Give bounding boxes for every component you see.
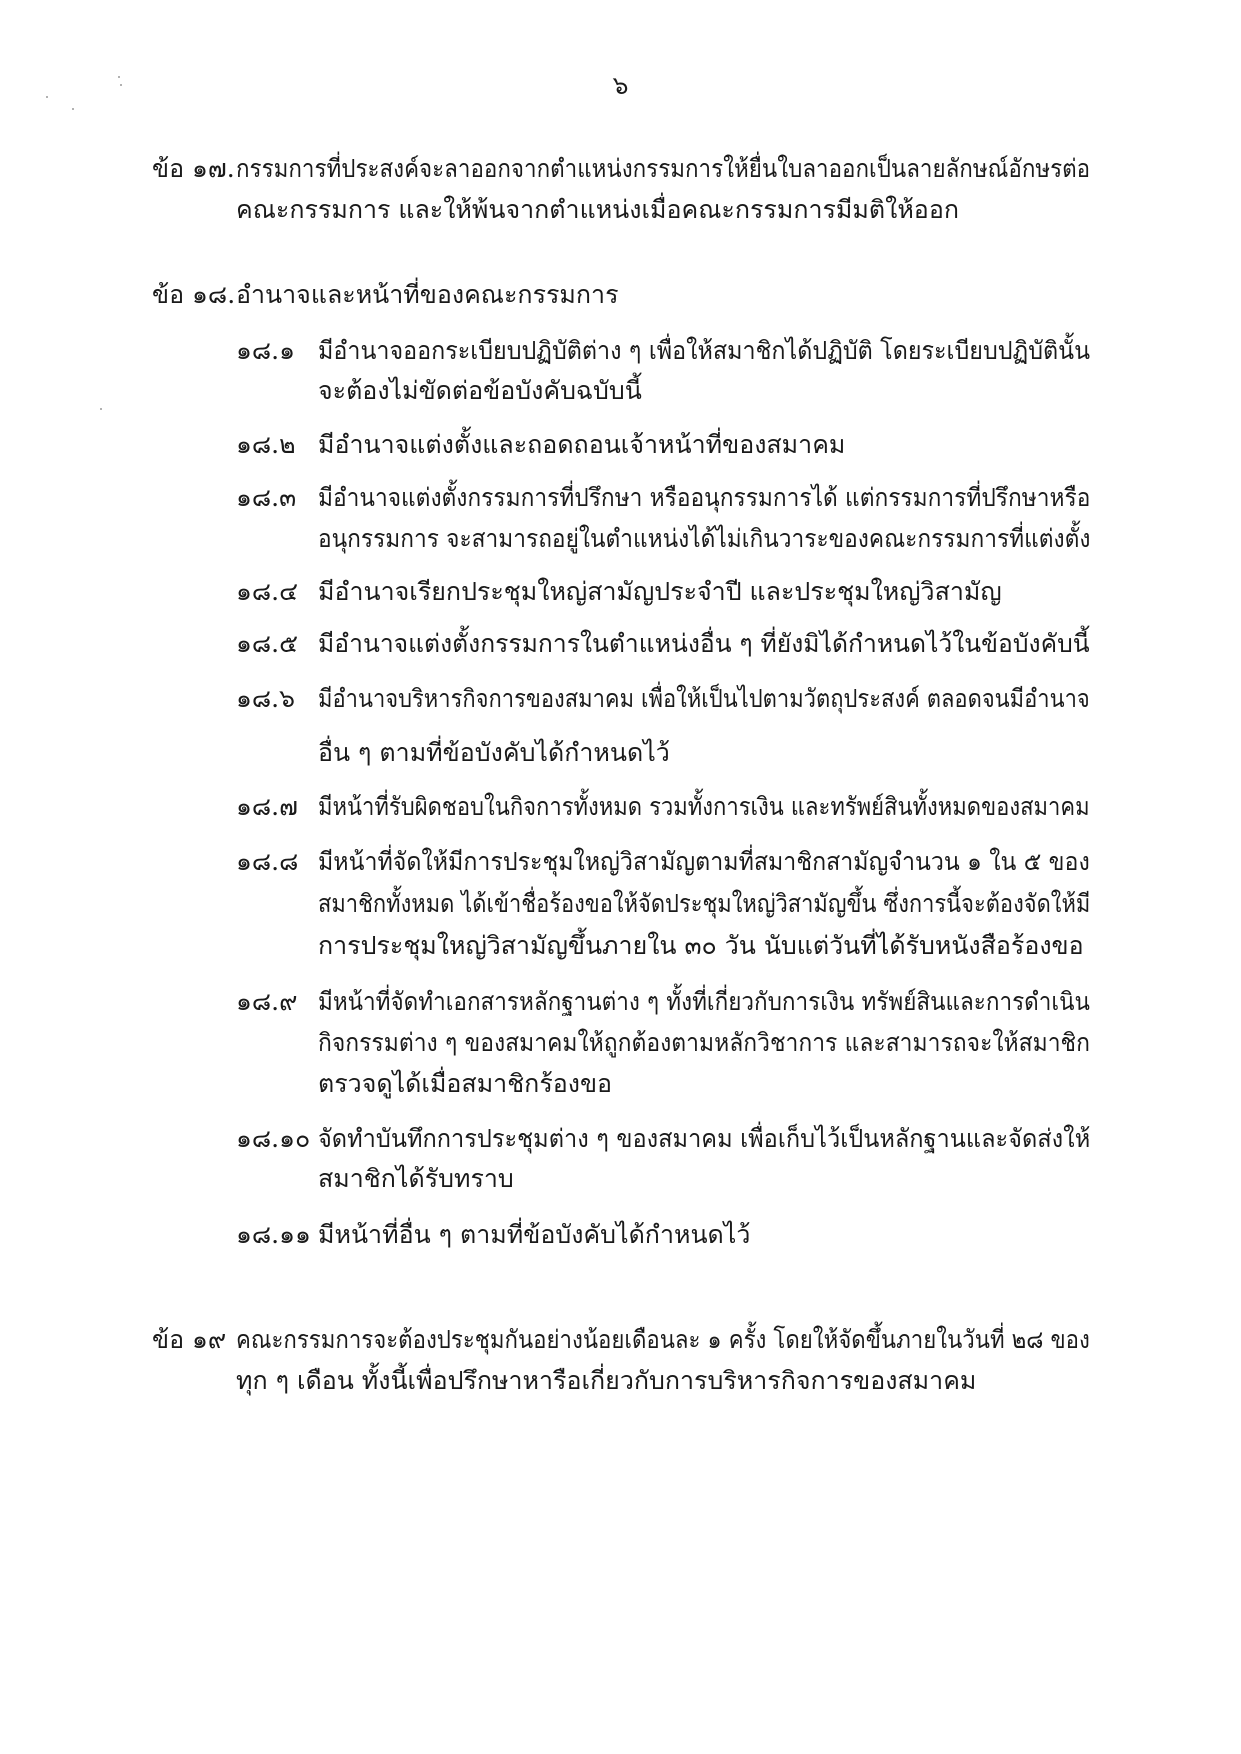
subsection-text: กิจกรรมต่าง ๆ ของสมาคมให้ถูกต้องตามหลักวิชาการ และสามารถจะให้สมาชิก: [318, 1028, 1090, 1057]
subsection-text: สมาชิกทั้งหมด ได้เข้าชื่อร้องขอให้จัดประชุมใหญ่วิสามัญขึ้น ซึ่งการนี้จะต้องจัดให้มี: [318, 889, 1091, 918]
section-19-line: คณะกรรมการจะต้องประชุมกันอย่างน้อยเดือนละ ๑ ครั้ง โดยให้จัดขึ้นภายในวันที่ ๒๘ ของ: [236, 1325, 1090, 1354]
subsection-number: ๑๘.๖: [236, 684, 295, 713]
subsection-number: ๑๘.๑๐: [236, 1124, 311, 1153]
subsection-text: มีอำนาจเรียกประชุมใหญ่สามัญประจำปี และประชุมใหญ่วิสามัญ: [318, 577, 1002, 606]
subsection-text: มีหน้าที่รับผิดชอบในกิจการทั้งหมด รวมทั้งการเงิน และทรัพย์สินทั้งหมดของสมาคม: [318, 792, 1090, 821]
page-number: ๖: [612, 71, 629, 100]
subsection-text: การประชุมใหญ่วิสามัญขึ้นภายใน ๓๐ วัน นับแต่วันที่ได้รับหนังสือร้องขอ: [318, 931, 1084, 960]
subsection-number: ๑๘.๑: [236, 336, 295, 365]
subsection-number: ๑๘.๗: [236, 792, 298, 821]
scan-speck: [118, 76, 120, 78]
scan-speck: [120, 84, 122, 86]
section-19-label: ข้อ ๑๙: [152, 1325, 227, 1354]
subsection-number: ๑๘.๘: [236, 847, 299, 876]
subsection-text: มีอำนาจออกระเบียบปฏิบัติต่าง ๆ เพื่อให้สมาชิกได้ปฏิบัติ โดยระเบียบปฏิบัตินั้น: [318, 336, 1091, 365]
subsection-text: ตรวจดูได้เมื่อสมาชิกร้องขอ: [318, 1069, 613, 1098]
subsection-text: มีหน้าที่อื่น ๆ ตามที่ข้อบังคับได้กำหนดไว้: [318, 1220, 751, 1249]
subsection-text: อื่น ๆ ตามที่ข้อบังคับได้กำหนดไว้: [318, 738, 670, 767]
subsection-number: ๑๘.๑๑: [236, 1220, 311, 1249]
subsection-number: ๑๘.๕: [236, 629, 299, 658]
scan-speck: [72, 108, 74, 110]
subsection-text: มีอำนาจแต่งตั้งและถอดถอนเจ้าหน้าที่ของสมาคม: [318, 430, 846, 459]
section-17-line: คณะกรรมการ และให้พ้นจากตำแหน่งเมื่อคณะกรรมการมีมติให้ออก: [236, 195, 959, 224]
subsection-text: มีหน้าที่จัดทำเอกสารหลักฐานต่าง ๆ ทั้งที่เกี่ยวกับการเงิน ทรัพย์สินและการดำเนิน: [318, 987, 1090, 1016]
subsection-text: จะต้องไม่ขัดต่อข้อบังคับฉบับนี้: [318, 376, 642, 405]
subsection-number: ๑๘.๒: [236, 430, 296, 459]
section-19-line: ทุก ๆ เดือน ทั้งนี้เพื่อปรึกษาหารือเกี่ยวกับการบริหารกิจการของสมาคม: [236, 1366, 977, 1395]
section-17-label: ข้อ ๑๗.: [152, 154, 235, 183]
subsection-number: ๑๘.๓: [236, 483, 297, 512]
subsection-text: อนุกรรมการ จะสามารถอยู่ในตำแหน่งได้ไม่เกินวาระของคณะกรรมการที่แต่งตั้ง: [318, 524, 1091, 553]
subsection-number: ๑๘.๙: [236, 987, 298, 1016]
subsection-text: จัดทำบันทึกการประชุมต่าง ๆ ของสมาคม เพื่อเก็บไว้เป็นหลักฐานและจัดส่งให้: [318, 1124, 1091, 1153]
section-18-heading: อำนาจและหน้าที่ของคณะกรรมการ: [236, 280, 619, 309]
subsection-number: ๑๘.๔: [236, 577, 299, 606]
subsection-text: มีอำนาจแต่งตั้งกรรมการในตำแหน่งอื่น ๆ ที่ยังมิได้กำหนดไว้ในข้อบังคับนี้: [318, 629, 1090, 658]
section-18-label: ข้อ ๑๘.: [152, 280, 236, 309]
subsection-text: มีหน้าที่จัดให้มีการประชุมใหญ่วิสามัญตามที่สมาชิกสามัญจำนวน ๑ ใน ๕ ของ: [318, 847, 1090, 876]
subsection-text: มีอำนาจแต่งตั้งกรรมการที่ปรึกษา หรืออนุกรรมการได้ แต่กรรมการที่ปรึกษาหรือ: [318, 483, 1091, 512]
scan-speck: [46, 96, 48, 98]
scan-speck: [100, 408, 102, 410]
section-17-line: กรรมการที่ประสงค์จะลาออกจากตำแหน่งกรรมการให้ยื่นใบลาออกเป็นลายลักษณ์อักษรต่อ: [236, 154, 1091, 183]
subsection-text: มีอำนาจบริหารกิจการของสมาคม เพื่อให้เป็นไปตามวัตถุประสงค์ ตลอดจนมีอำนาจ: [318, 684, 1090, 713]
subsection-text: สมาชิกได้รับทราบ: [318, 1164, 514, 1193]
